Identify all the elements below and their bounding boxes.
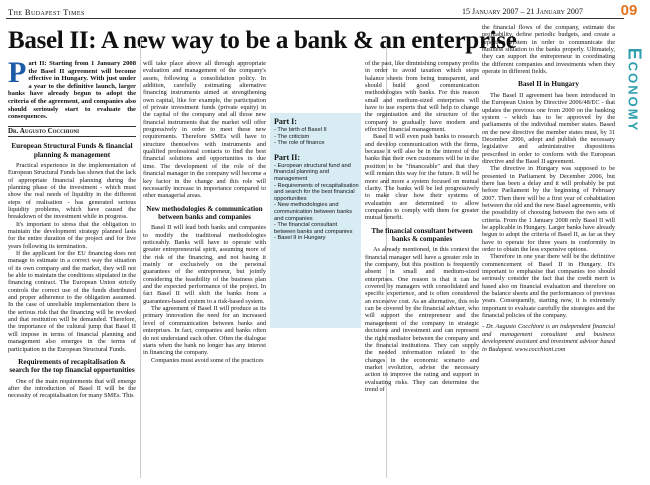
- subhead-basel-hungary: Basel II in Hungary: [518, 80, 579, 89]
- subhead-structural-funds: European Structural Funds & financial planning & management: [11, 142, 133, 159]
- paragraph: It's important to stress that the obligation to maintain the development strategy planned lasts for the entire duration of the project and for five years following its termination.: [8, 220, 136, 250]
- subhead-financial-consultant: The financial consultant between banks & companies: [371, 226, 473, 243]
- drop-cap: P: [8, 56, 27, 89]
- paragraph: The agreement of Basel II will produce as its primary innovation the need for an increased level of communication between banks and enterprises. In fact, companies and banks often do not understand each other. Often the dialogue starts when the bank no longer has any interest in financing the company.: [143, 305, 266, 357]
- author-bio: - Dr. Augusto Cocchioni is an independent financial and management consultant and business development assistant and investment advisor based in Budapest. www.cocchioni.com: [482, 323, 615, 353]
- paragraph: The Basel II agreement has been introduced in the European Union by Directive 2006/48/EC - that updates the previous one from 2000 on the banking system - which has to be approved by the parliaments of the individual member states. Based on the new directive the member states must, by 31 December 2006, adopt and publish the necessary legislative and administrative dispositions prescribed in order to conform with the European directive and the Basel II agreement.: [482, 91, 615, 165]
- subhead-recapitalisation: Requirements of recapitalisation & search for the top financial opportunities: [9, 357, 135, 375]
- masthead-publication: The Budapest Times: [8, 7, 85, 17]
- paragraph: the financial flows of the company, estimate the profitability, define periodic budgets, and create a reporting system in order to communicate the business situation to the banks properly. Ultimately, they can support the entrepreneur in coordinating the different companies and investments when they operate in different fields.: [482, 24, 615, 76]
- paragraph: One of the main requirements that will emerge after the introduction of Basel II will be the necessity of recapitalisation for many SMEs. This: [8, 377, 136, 400]
- column-divider: [140, 38, 141, 478]
- part-2-item: - Requirements of recapitalisation and search for the best financial opportunities: [274, 182, 359, 202]
- column-2: [143, 60, 266, 364]
- section-label-text: Economy: [624, 47, 645, 133]
- paragraph: As already mentioned, in this context the financial manager will have a greater role in the company, but this position is frequently absent in small and medium-sized enterprises. One reason is that it can be covered by managers with consolidated and specific experience, and is often considered an excessive cost. As an alternative, this role can be covered by the financial adviser, who will support the entrepreneur and the management of the company in strategic decisions and investment and can represent the right mediator between the company and the financial institutions. They can supply the needed information related to the changes in the economic scenario and market evolution, advise the necessary action to improve the rating and support in evaluating risks. They can determine the trend of: [365, 246, 479, 393]
- paragraph: Basel II will lead both banks and companies to modify the traditional methodologies noticeably. Banks will have to operate with greater entrepreneurial spirit, assuming more of the risk of the financing, and not basing it mainly or exclusively on the personal guarantees of the entrepreneur, but jointly considering the feasibility of the business plan and the expected performance of the project. In fact Basel II will shift the banks from a guarantees-based system to a risk-based system.: [143, 224, 266, 305]
- paragraph: The directive in Hungary was supposed to be presented in Parliament by December 2006, but there has been a delay and it will probably be put before Parliament by the beginning of February 2007. Then there will be a first year of cohabitation between the old and the new Basel agreements, with the possibility of choosing between the two sets of criteria. From the 1 January 2008 only Basel II will be applicable in Hungary. Larger banks have already begun to adopt the criteria of Basel II, as far as they have to operate for three years in conformity in order to obtain the less expensive options.: [482, 165, 615, 254]
- paragraph: will take place above all through appropriate evaluation and management of the company's assets, following a consolidation policy. In addition, carefully estimating alternative financing instruments aimed at strengthening own capital, like for example, the participation of private investment funds (private equity) in the capital of the company and all those new financial instruments that the market will offer progressively in order to meet these new requirements. Therefore SMEs will have to structure themselves with instruments and qualified professional contacts to find the best financial solutions and opportunities in due time. The development of the role of the financial manager in the company will become a key factor in the change and this role will necessarily increase in importance compared to other managerial areas.: [143, 60, 266, 200]
- page-number: 09: [620, 2, 638, 19]
- article-column-3: [365, 60, 479, 393]
- paragraph: of the past, like diminishing company profits in order to avoid taxation which stops balance sheets from being transparent, and should build good communication methodologies with banks. For this reason small and medium-sized enterprises will have to use experts that will help to change the organisation and the structure of the company to gradually have modern and effective financial management.: [365, 60, 479, 134]
- part-2-item: - Basel II in Hungary: [274, 235, 326, 242]
- paragraph: Therefore in one year there will be the definitive commencement of Basel II in Hungary. It's important to emphasise that companies too should seriously consider the fact that the credit merit is based also on financial evaluation and therefore on the balance sheets and the performances of previous years. Consequently, starting now, it is extremely important to evaluate carefully the strategies and the financial policies of the company.: [482, 253, 615, 320]
- part-2-item: - New methodologies and communication between banks and companies: [274, 202, 353, 222]
- column-1: [8, 56, 136, 400]
- part-1-item: - The criticism: [274, 133, 310, 140]
- part-2-title: Part II:: [274, 152, 300, 162]
- paragraph: Basel II will even push banks to research and develop communication with the firms, because it will also be in the interest of the banks that their own customers will be in the position to be "financeable" and that they will remain this way for the future. It will be more and more a system focused on mutual clarity. The banks will be led progressively to make clear how their systems of evaluation are determined to allow companies to comply with them for greater mutual benefit.: [365, 133, 479, 222]
- header-rule: [6, 18, 624, 19]
- issue-dates: 15 January 2007 – 21 January 2007: [462, 7, 583, 16]
- article-column-4: [482, 24, 615, 353]
- paragraph: Companies must avoid some of the practices: [151, 356, 264, 364]
- headline: Basel II: A new way to be a bank & an enterprise: [8, 27, 517, 54]
- subhead-methodologies: New methodologies & communication between banks and companies: [146, 204, 263, 221]
- part-2-item: - The financial consultant between banks and companies: [274, 222, 353, 235]
- part-1-item: - The role of finance: [274, 140, 325, 147]
- paragraph: Practical experience in the implementation of European Structural Funds has shown that the lack of appropriate financial planning during the planning phase of the investment - which must show the real needs of liquidity in the different steps of realisation - has generated serious liquidity problems, which have caused the breakdown of the investment while in progress.: [8, 161, 136, 221]
- lead-text: art II: Starting from 1 January 2008 the Basel II agreement will become effective in Hungary. With just under a year to the definitive launch, larger banks have already begun to adopt the criteria of the agreement, and companies also should seriously start to evaluate the consequences.: [8, 60, 136, 121]
- author-byline: Dr. Augusto Cocchioni: [8, 126, 136, 137]
- lead-paragraph: [8, 56, 136, 121]
- part-1-item: - The birth of Basel II: [274, 127, 327, 133]
- part-1-title: Part I:: [274, 117, 297, 126]
- paragraph: If the applicant for the EU financing does not manage to estimate in a correct way the situation of its own company and the market, they will not be able to maintain the conditions stipulated in the financing contract. The European Union strictly controls the correct use of the funds distributed and proper adherence to the obligation assumed. In the case of unreliable implementation there is the serious risk that the financing will be revoked and that restitution will be demanded. Therefore, the importance of the cultural jump that Basel II will impose in terms of financial planning and management also emerges in the terms of participation in the European Structural Funds.: [8, 250, 136, 353]
- series-contents-box: [270, 113, 361, 328]
- part-2-item: - European structural fund and financial planning and management: [274, 162, 351, 182]
- section-label: [620, 24, 648, 156]
